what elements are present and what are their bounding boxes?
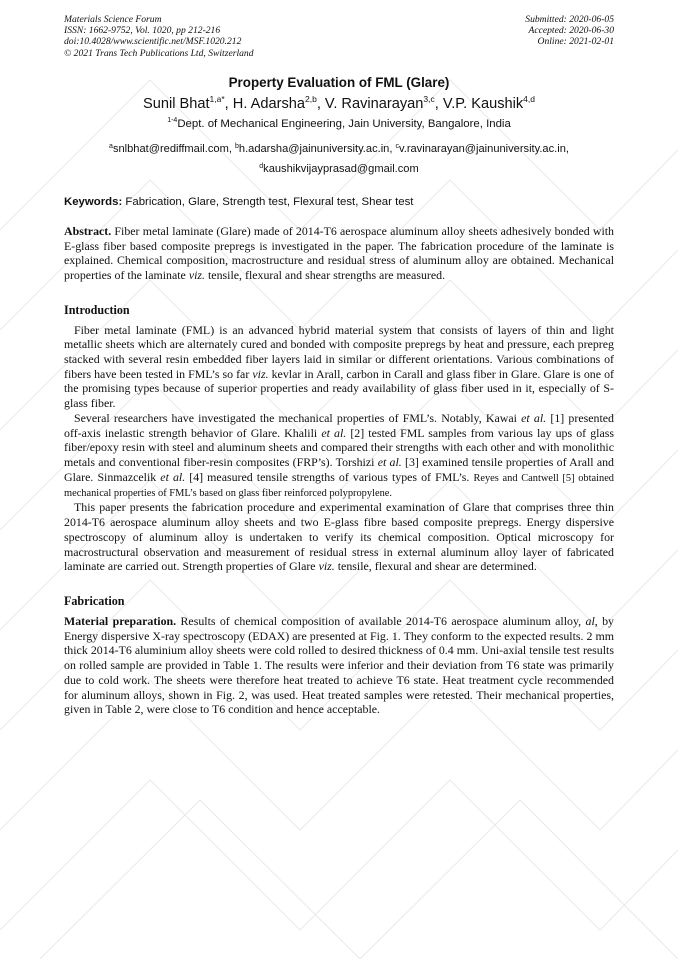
intro-p3-viz: viz. — [318, 559, 335, 574]
abstract-text: Fiber metal laminate (Glare) made of 2014-T6 aerospace aluminum alloy sheets adhesively bonded with E-glass fiber based composite prepregs is investigated in the paper. The fabrication procedure of the laminate is explained. Chemical composition, macrostructure and residual stress of aluminum alloy are obtained. Mechanical properties of the laminate — [64, 223, 614, 282]
submitted-date: Submitted: 2020-06-05 — [525, 14, 614, 25]
email-list — [64, 139, 614, 179]
email-superscript: d — [259, 162, 264, 170]
email-superscript: a — [109, 142, 113, 150]
email-link[interactable] — [396, 143, 569, 155]
author-superscript: 4,d — [523, 93, 535, 104]
intro-paragraph-1 — [64, 323, 614, 411]
email-link[interactable] — [259, 163, 418, 175]
fabrication-al: al — [585, 613, 595, 628]
author-superscript: 1,a* — [209, 93, 225, 104]
intro-p1-text: Fiber metal laminate (FML) is an advanced hybrid material system that consists of layers of thin and light metallic sheets which are alternately cured and bonded with composite prepregs by heat and pressure, each prepreg stacked with several resin embedded fiber layers laid in similar or different orientations. Various combinations of fibers have been tested in FML’s so far — [64, 322, 614, 381]
affiliation — [64, 118, 614, 130]
intro-p2-text: [2] tested FML samples from various lay ups of glass fiber/epoxy resin with steel and aluminum sheets and compared their strengths with each other and with monolithic metals and conventional fiber-resin composites (FRP’s). Torshizi — [64, 425, 614, 469]
introduction-heading: Introduction — [64, 302, 130, 317]
email-text: snlbhat@rediffmail.com, — [112, 142, 232, 155]
email-text: v.ravinarayan@jainuniversity.ac.in, — [399, 142, 569, 155]
keywords-label: Keywords: — [64, 195, 123, 208]
email-link[interactable] — [235, 143, 392, 155]
author-list: Sunil Bhat$^{1,a*}$, H. Adarsha$^{2,b}$, V. Ravinarayan$^{3,c}$, V.P. Kaushik$^{4,d}$ — [143, 93, 535, 112]
email-link[interactable] — [109, 143, 232, 155]
affiliation-text: Dept. of Mechanical Engineering, Jain University, Bangalore, India — [177, 117, 511, 130]
journal-copyright: © 2021 Trans Tech Publications Ltd, Switzerland — [64, 47, 254, 59]
paper-title: Property Evaluation of FML (Glare) — [228, 74, 450, 90]
abstract-text-end: tensile, flexural and shear strengths are measured. — [208, 267, 446, 282]
paper-page — [64, 14, 614, 717]
intro-p1-viz: viz. — [252, 366, 269, 381]
email-text: kaushikvijayprasad@gmail.com — [263, 162, 419, 175]
intro-p2-small-text: Reyes and Cantwell [5] obtained mechanical properties of FML’s based on glass fiber reinforced polypropylene. — [64, 472, 615, 500]
fabrication-heading: Fabrication — [64, 593, 125, 608]
email-superscript: b — [235, 142, 239, 150]
journal-doi[interactable]: doi:10.4028/www.scientific.net/MSF.1020.212 — [64, 36, 242, 48]
email-superscript: c — [395, 142, 400, 150]
intro-p3-text: This paper presents the fabrication procedure and experimental examination of Glare that comprises three thin 2014-T6 aerospace aluminum alloy sheets and two E-glass fibre based composite prepregs. Energy dispersive spectroscopy of aluminum alloy is undertaken to verify its chemical composition. Optical microscopy for macrostructural observation and measurement of residual stress in external aluminum alloy layer of fabricated laminate are carried out. Strength properties of Glare — [64, 500, 614, 574]
etal: et al. — [321, 425, 347, 440]
abstract — [64, 224, 614, 283]
intro-p2-text: [1] presented off-axis inelastic strength behavior of Glare. Khalili — [64, 410, 614, 440]
intro-p2-text: Several researchers have investigated the mechanical properties of FML’s. Notably, Kawai — [74, 410, 517, 425]
etal: et al. — [377, 454, 402, 469]
etal: et al. — [521, 410, 547, 425]
abstract-viz: viz. — [188, 267, 206, 282]
journal-info — [64, 14, 254, 59]
intro-p2-text: [3] examined tensile properties of Arall and Glare. Sinmazcelik — [64, 454, 614, 484]
keywords-text: Fabrication, Glare, Strength test, Flexural test, Shear test — [125, 195, 414, 208]
author-name: V. Ravinarayan — [324, 95, 424, 112]
author-superscript: 3,c — [423, 93, 435, 104]
dates-info — [525, 14, 614, 59]
author-superscript: 2,b — [304, 93, 317, 104]
intro-paragraph-3 — [64, 500, 614, 574]
journal-name: Materials Science Forum — [64, 14, 162, 25]
fabrication-text-end: , by Energy dispersive X-ray spectroscopy (EDAX) are presented at Fig. 1. They conform to the expected results. 2 mm thick 2014-T6 aluminium alloy sheets were cold rolled to desired thickness of 0.4 mm. Uni-axial tensile test results on rolled sample are provided in Table 1. The results were inferior and their deviation from T6 state was primarily due to cold work. The sheets were therefore heat treated to achieve T6 state. Heat treatment cycle recommended for aluminum alloys, shown in Fig. 2, was used. Heat treated samples were retested. Their mechanical properties, given in Table 2, were close to T6 condition and hence acceptable. — [64, 613, 614, 717]
online-date: Online: 2021-02-01 — [537, 36, 614, 48]
abstract-label: Abstract. — [64, 223, 112, 238]
keywords — [64, 196, 614, 208]
accepted-date: Accepted: 2020-06-30 — [528, 25, 614, 37]
author-name: H. Adarsha — [232, 95, 305, 112]
intro-p3-text-end: tensile, flexural and shear are determined. — [337, 559, 537, 574]
author-name: V.P. Kaushik — [442, 95, 524, 112]
fabrication-text: Results of chemical composition of available 2014-T6 aerospace aluminum alloy, — [180, 613, 582, 628]
intro-paragraph-2 — [64, 411, 614, 501]
intro-p2-text: [4] measured tensile strengths of various types of FML’s. — [189, 469, 470, 484]
affiliation-superscript: 1-4 — [167, 116, 178, 124]
author-name: Sunil Bhat — [143, 95, 210, 112]
email-text: h.adarsha@jainuniversity.ac.in, — [238, 142, 393, 155]
fabrication-paragraph — [64, 614, 614, 717]
intro-p1-text-end: kevlar in Arall, carbon in Carall and glass fiber in Glare. Glare is one of the promising types because of superior properties and ready availability of glass fiber used in it, especially of S-glass fiber. — [64, 366, 614, 411]
journal-issn: ISSN: 1662-9752, Vol. 1020, pp 212-216 — [64, 25, 221, 37]
etal: et al. — [160, 469, 186, 484]
journal-header — [64, 14, 614, 59]
material-preparation-label: Material preparation. — [64, 613, 177, 628]
